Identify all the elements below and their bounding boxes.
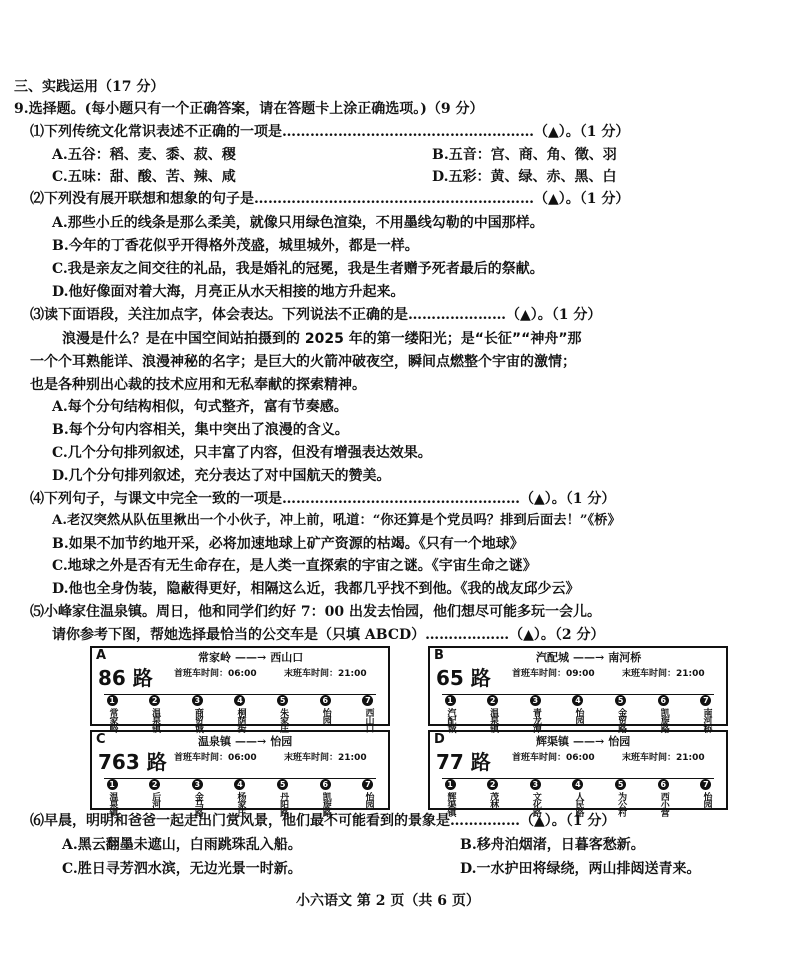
q6-stem: ⑹早晨，明明和爸爸一起走出门赏风景，他们最不可能看到的景象是……………（▲）。（1 分） — [30, 813, 616, 829]
stop-number-icon: 4 — [234, 779, 245, 790]
bus-to: 怡园 — [608, 735, 631, 748]
stop-name: 辉渠镇 — [445, 792, 456, 816]
stop-name: 丹阳路 — [278, 792, 289, 816]
stop-name: 怡园 — [573, 708, 584, 724]
bus-stop — [352, 772, 384, 812]
q3-passage-line-2: 一个个耳熟能详、浪漫神秘的名字；是巨大的火箭冲破夜空，瞬间点燃整个宇宙的激情； — [30, 354, 576, 370]
bus-first-time: 首班车时间：06:00 — [512, 753, 595, 763]
bus-route-b — [428, 646, 728, 732]
bus-stops — [434, 772, 722, 816]
bus-stop — [434, 772, 466, 816]
bus-route-number: 77 路 — [436, 750, 491, 774]
stop-name: 商贸城 — [192, 708, 203, 732]
stop-name: 金贸路 — [616, 708, 627, 732]
stop-number-icon: 2 — [487, 695, 498, 706]
bus-stop — [690, 772, 722, 812]
bus-from: 常家岭 — [198, 651, 231, 664]
stop-name: 温泉镇 — [150, 708, 161, 732]
arrow-right-icon: ——→ — [573, 651, 605, 664]
stop-name: 朱家庄 — [278, 708, 289, 732]
stop-number-icon: 5 — [615, 695, 626, 706]
bus-stop — [647, 688, 679, 732]
stop-name: 桐荫街 — [235, 708, 246, 732]
q3-passage-line-1: 浪漫是什么？是在中国空间站拍摄到的 2025 年的第一缕阳光；是“长征”“神舟”那 — [62, 331, 582, 347]
stop-number-icon: 7 — [700, 779, 711, 790]
stop-number-icon: 7 — [362, 779, 373, 790]
bus-last-time: 末班车时间：21:00 — [284, 753, 367, 763]
bus-direction — [198, 733, 292, 749]
arrow-right-icon: ——→ — [573, 735, 605, 748]
q1-option-d: D.五彩：黄、绿、赤、黑、白 — [432, 169, 617, 185]
stop-name: 常家岭 — [107, 708, 118, 732]
bus-to: 怡园 — [270, 735, 293, 748]
bus-stop — [224, 772, 256, 816]
stop-name: 怡园 — [320, 708, 331, 724]
stop-number-icon: 5 — [277, 779, 288, 790]
stop-number-icon: 3 — [192, 695, 203, 706]
bus-stop — [267, 688, 299, 732]
question-9-title: 9.选择题。(每小题只有一个正确答案，请在答题卡上涂正确选项。)（9 分） — [14, 101, 484, 117]
q5-stem-line-1: ⑸小峰家住温泉镇。周日，他和同学们约好 7：00 出发去怡园，他们想尽可能多玩一会儿。 — [30, 604, 601, 620]
q2-option-b: B.今年的丁香花似乎开得格外茂盛，城里城外，都是一样。 — [52, 238, 419, 254]
bus-first-time: 首班车时间：06:00 — [174, 753, 257, 763]
q3-option-d: D.几个分句排列叙述，充分表达了对中国航天的赞美。 — [52, 468, 391, 484]
arrow-right-icon: ——→ — [235, 735, 267, 748]
stop-name: 汽配城 — [445, 708, 456, 732]
q2-option-c: C.我是亲友之间交往的礼品，我是婚礼的冠冕，我是生者赠予死者最后的祭献。 — [52, 261, 544, 277]
bus-direction — [198, 649, 303, 665]
q3-option-b: B.每个分句内容相关，集中突出了浪漫的含义。 — [52, 422, 349, 438]
bus-route-number: 65 路 — [436, 666, 491, 690]
stop-number-icon: 1 — [445, 779, 456, 790]
bus-from: 汽配城 — [536, 651, 569, 664]
stop-number-icon: 2 — [487, 779, 498, 790]
bus-stop — [690, 688, 722, 732]
section-title: 三、实践运用（17 分） — [14, 79, 165, 95]
bus-stop — [519, 688, 551, 732]
stop-number-icon: 6 — [658, 779, 669, 790]
q4-option-d: D.他也全身伪装，隐蔽得更好，相隔这么近，我都几乎找不到他。《我的战友邱少云》 — [52, 581, 580, 597]
stop-name: 温泉镇 — [488, 708, 499, 732]
bus-route-d — [428, 730, 728, 816]
bus-from: 辉渠镇 — [536, 735, 569, 748]
q5-stem-line-2: 请你参考下图，帮她选择最恰当的公交车是（只填 ABCD）………………（▲）。（2 分） — [52, 627, 605, 643]
stop-number-icon: 3 — [530, 779, 541, 790]
arrow-right-icon: ——→ — [235, 651, 267, 664]
bus-route-number: 86 路 — [98, 666, 153, 690]
stop-number-icon: 3 — [530, 695, 541, 706]
stop-number-icon: 1 — [107, 695, 118, 706]
stop-number-icon: 7 — [362, 695, 373, 706]
bus-first-time: 首班车时间：06:00 — [174, 669, 257, 679]
stop-name: 金马路 — [192, 792, 203, 816]
stop-name: 西山口 — [363, 708, 374, 732]
stop-number-icon: 2 — [149, 695, 160, 706]
stop-name: 怡园 — [701, 792, 712, 808]
bus-from: 温泉镇 — [198, 735, 231, 748]
bus-first-time: 首班车时间：09:00 — [512, 669, 595, 679]
bus-stop — [647, 772, 679, 816]
bus-stop — [605, 688, 637, 732]
stop-name: 青龙潭 — [530, 708, 541, 732]
stop-name: 茂林 — [488, 792, 499, 808]
bus-to: 南河桥 — [608, 651, 642, 664]
q4-option-b: B.如果不加节约地开采，必将加速地球上矿产资源的枯竭。《只有一个地球》 — [52, 536, 524, 552]
q2-option-d: D.他好像面对着大海，月亮正从水天相接的地方升起来。 — [52, 284, 405, 300]
q6-option-a: A.黑云翻墨未遮山，白雨跳珠乱入船。 — [62, 837, 302, 853]
q2-stem: ⑵下列没有展开联想和想象的句子是……………………………………………………（▲）。（1 分） — [30, 191, 630, 207]
q6-option-b: B.移舟泊烟渚，日暮客愁新。 — [460, 837, 645, 853]
q3-passage-line-3: 也是各种别出心裁的技术应用和无私奉献的探索精神。 — [30, 377, 366, 393]
bus-letter: B — [434, 648, 444, 663]
stop-number-icon: 4 — [572, 779, 583, 790]
stop-name: 西小营 — [658, 792, 669, 816]
bus-stops — [96, 688, 384, 732]
stop-name: 温泉镇 — [107, 792, 118, 816]
bus-stop — [139, 688, 171, 732]
bus-stop — [309, 772, 341, 816]
q6-option-c: C.胜日寻芳泗水滨，无边光景一时新。 — [62, 861, 302, 877]
bus-stop — [434, 688, 466, 732]
bus-direction — [536, 649, 641, 665]
stop-name: 杨家庄 — [235, 792, 246, 816]
bus-to: 西山口 — [270, 651, 304, 664]
stop-name: 凯旋路 — [320, 792, 331, 816]
bus-stop — [605, 772, 637, 816]
stop-number-icon: 6 — [320, 779, 331, 790]
stop-name: 文化路 — [530, 792, 541, 816]
bus-last-time: 末班车时间：21:00 — [622, 753, 705, 763]
q2-option-a: A.那些小丘的线条是那么柔美，就像只用绿色渲染，不用墨线勾勒的中国那样。 — [52, 215, 544, 231]
stop-number-icon: 7 — [700, 695, 711, 706]
bus-stop — [309, 688, 341, 728]
bus-stop — [181, 688, 213, 732]
stop-name: 怡园 — [363, 792, 374, 808]
q1-option-c: C.五味：甜、酸、苦、辣、咸 — [52, 169, 236, 185]
bus-stops — [96, 772, 384, 816]
bus-last-time: 末班车时间：21:00 — [622, 669, 705, 679]
q3-stem: ⑶读下面语段，关注加点字，体会表达。下列说法不正确的是…………………（▲）。（1 分） — [30, 307, 602, 323]
stop-number-icon: 4 — [572, 695, 583, 706]
bus-letter: C — [96, 732, 106, 747]
bus-stop — [562, 772, 594, 816]
q6-option-d: D.一水护田将绿绕，两山排闼送青来。 — [460, 861, 701, 877]
bus-stop — [352, 688, 384, 732]
bus-stop — [224, 688, 256, 732]
stop-number-icon: 2 — [149, 779, 160, 790]
stop-number-icon: 1 — [107, 779, 118, 790]
bus-stop — [562, 688, 594, 728]
q4-option-a: A.老汉突然从队伍里揪出一个小伙子，冲上前，吼道：“你还算是个党员吗？排到后面去！”《桥》 — [52, 513, 621, 528]
bus-direction — [536, 733, 630, 749]
bus-stop — [139, 772, 171, 812]
stop-number-icon: 6 — [320, 695, 331, 706]
bus-last-time: 末班车时间：21:00 — [284, 669, 367, 679]
bus-route-number: 763 路 — [98, 750, 167, 774]
stop-name: 为公村 — [616, 792, 627, 816]
q4-option-c: C.地球之外是否有无生命存在，是人类一直探索的宇宙之谜。《宇宙生命之谜》 — [52, 558, 537, 574]
bus-stop — [519, 772, 551, 816]
q1-option-b: B.五音：宫、商、角、徵、羽 — [432, 147, 617, 163]
stop-number-icon: 1 — [445, 695, 456, 706]
stop-number-icon: 5 — [615, 779, 626, 790]
q1-option-a: A.五谷：稻、麦、黍、菽、稷 — [52, 147, 236, 163]
stop-name: 后河 — [150, 792, 161, 808]
stop-number-icon: 3 — [192, 779, 203, 790]
bus-stop — [477, 772, 509, 812]
q4-stem: ⑷下列句子，与课文中完全一致的一项是……………………………………………（▲）。（1 分） — [30, 491, 616, 507]
bus-route-a — [90, 646, 390, 732]
bus-letter: D — [434, 732, 445, 747]
bus-letter: A — [96, 648, 107, 663]
q1-stem: ⑴下列传统文化常识表述不正确的一项是………………………………………………（▲）。（1 分） — [30, 124, 630, 140]
stop-number-icon: 6 — [658, 695, 669, 706]
bus-stop — [181, 772, 213, 816]
bus-stop — [477, 688, 509, 732]
bus-stop — [96, 772, 128, 816]
bus-stop — [267, 772, 299, 816]
page-footer: 小六语文 第 2 页（共 6 页） — [296, 893, 480, 909]
stop-name: 凯旋路 — [658, 708, 669, 732]
stop-name: 人民路 — [573, 792, 584, 816]
stop-name: 南河桥 — [701, 708, 712, 732]
bus-route-c — [90, 730, 390, 816]
q3-option-a: A.每个分句结构相似，句式整齐，富有节奏感。 — [52, 399, 348, 415]
bus-stops — [434, 688, 722, 732]
stop-number-icon: 4 — [234, 695, 245, 706]
q3-option-c: C.几个分句排列叙述，只丰富了内容，但没有增强表达效果。 — [52, 445, 432, 461]
bus-stop — [96, 688, 128, 732]
stop-number-icon: 5 — [277, 695, 288, 706]
